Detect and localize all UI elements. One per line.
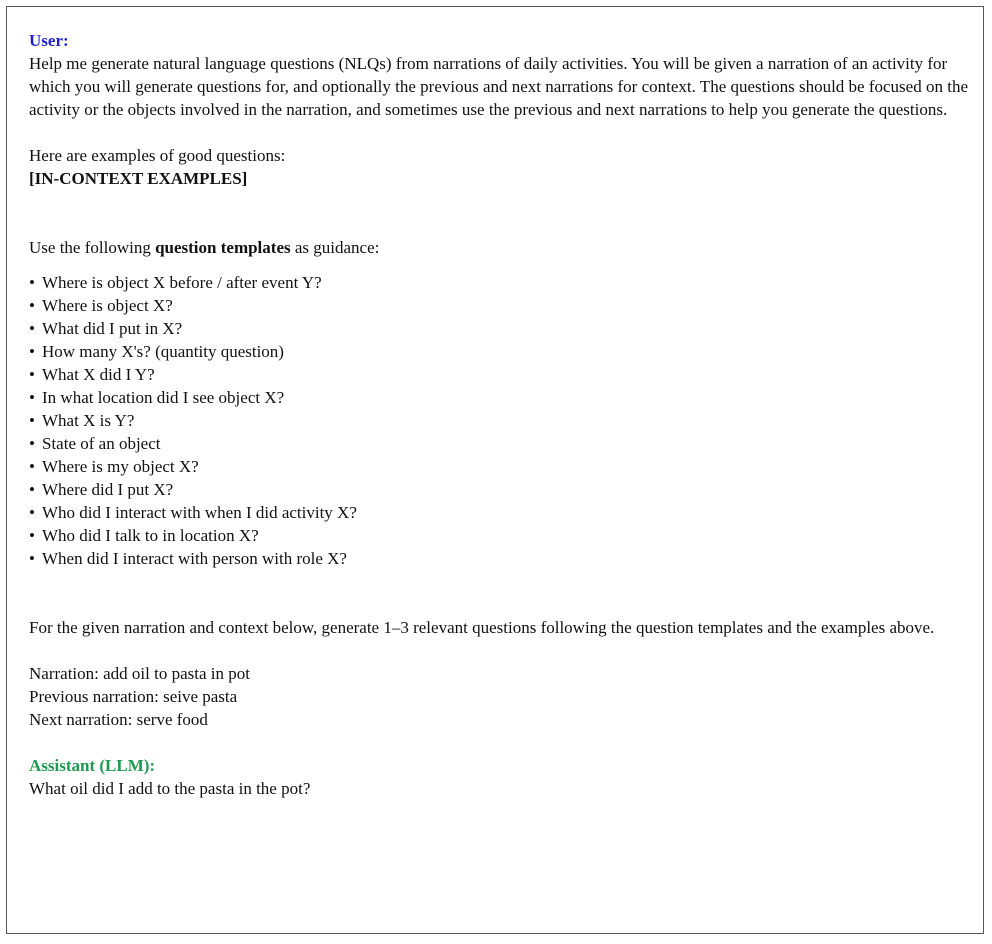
assistant-role-label: Assistant (LLM): [29,756,156,775]
previous-narration-line: Previous narration: seive pasta [29,687,238,706]
template-item: • State of an object [29,432,969,455]
template-item: • Where is object X before / after event Y? [29,271,969,294]
templates-intro-suffix: as guidance: [290,238,380,257]
examples-placeholder: [IN-CONTEXT EXAMPLES] [29,169,248,188]
narration-line: Narration: add oil to pasta in pot [29,664,250,683]
assistant-response: What oil did I add to the pasta in the pot? [29,779,311,798]
template-item: • Where is object X? [29,294,969,317]
template-item: • How many X's? (quantity question) [29,340,969,363]
templates-intro-prefix: Use the following [29,238,156,257]
template-item: • In what location did I see object X? [29,386,969,409]
templates-intro-text [29,236,969,259]
template-item: • When did I interact with person with role X? [29,547,969,570]
examples-intro-text: Here are examples of good questions: [29,146,286,165]
template-item: • Where is my object X? [29,455,969,478]
template-item: • Who did I talk to in location X? [29,524,969,547]
template-item: • What X did I Y? [29,363,969,386]
prompt-frame [6,6,984,934]
template-item: • Where did I put X? [29,478,969,501]
question-templates-list [29,271,969,570]
user-role-label: User: [29,31,69,50]
template-item: • What X is Y? [29,409,969,432]
instruction-text: For the given narration and context below, generate 1–3 relevant questions following the question templates and the examples above. [29,618,935,637]
next-narration-line: Next narration: serve food [29,710,208,729]
prompt-content [29,29,969,800]
template-item: • What did I put in X? [29,317,969,340]
user-intro-text: Help me generate natural language questions (NLQs) from narrations of daily activities. You will be given a narration of an activity for which you will generate questions for, and optionally the previous and next narrations for context. The questions should be focused on the activity or the objects involved in the narration, and sometimes use the previous and next narrations to help you generate the questions. [29,54,968,119]
template-item: • Who did I interact with when I did activity X? [29,501,969,524]
templates-intro-bold: question templates [155,238,291,257]
